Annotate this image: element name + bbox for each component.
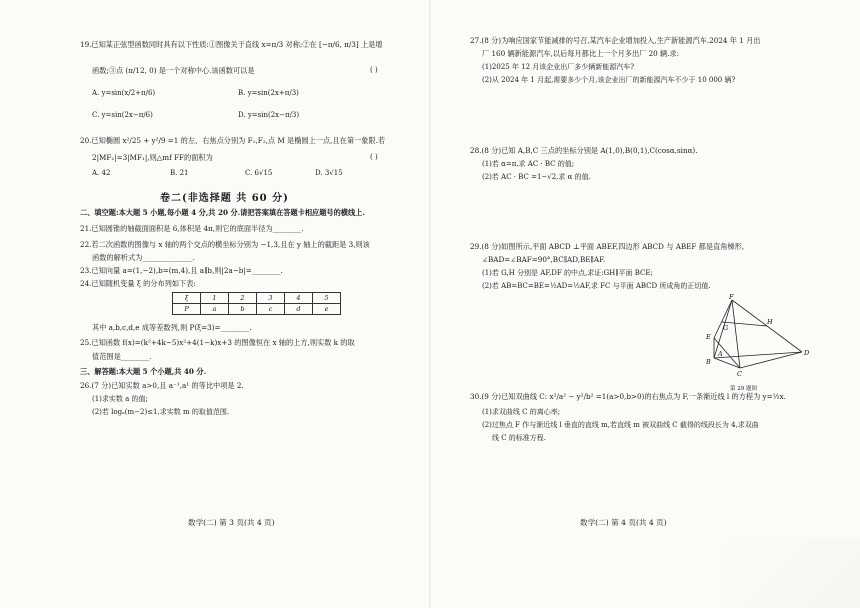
fig-label-g: G bbox=[723, 324, 729, 332]
table-cell: 3 bbox=[257, 293, 285, 304]
table-cell: b bbox=[229, 304, 257, 315]
q29-geometry-figure bbox=[692, 294, 822, 384]
q20-line2: 2|MF₂|=3|MF₁|,则△mf FF的面积为 bbox=[92, 153, 213, 162]
part2-title: 卷二(非选择题 共 60 分) bbox=[160, 193, 289, 204]
table-cell: 2 bbox=[229, 293, 257, 304]
q30-sub2: (2)过焦点 F 作与渐近线 l 垂直的直线 m,若直线 m 被双曲线 C 截得的线段长为 4,求双曲 bbox=[482, 421, 759, 429]
q30-sub3: 线 C 的标准方程. bbox=[492, 434, 547, 442]
q25-line1: 25.已知函数 f(x)=(k²+4k−5)x²+4(1−k)x+3 的图像恒在 x 轴的上方,则实数 k 的取 bbox=[80, 338, 355, 347]
table-cell: 1 bbox=[201, 293, 229, 304]
table-cell: P bbox=[173, 304, 201, 315]
q21-text: 21.已知圆锥的轴截面面积是 6,体积是 4π,则它的底面半径为________. bbox=[80, 224, 304, 233]
q22-line1: 22.若二次函数的图像与 x 轴的两个交点的横坐标分别为 −1,3,且在 y 轴上的截距是 3,则该 bbox=[80, 240, 370, 249]
fig-label-c: C bbox=[737, 370, 742, 378]
q19-line2: 函数;③点 (π/12, 0) 是一个对称中心.该函数可以是 bbox=[92, 66, 255, 75]
q24-line2: 其中 a,b,c,d,e 成等差数列,则 P(ξ=3)=________. bbox=[92, 323, 252, 332]
table-row bbox=[173, 304, 341, 315]
fig-label-f: F bbox=[729, 294, 734, 301]
q20-option-c: C. 6√15 bbox=[245, 169, 273, 177]
q20-option-b: B. 21 bbox=[170, 169, 189, 177]
q23-text: 23.已知向量 a=(1,−2),b=(m,4),且 a∥b,则|2a−b|=________. bbox=[80, 266, 283, 275]
q27-sub2: (2)从 2024 年 1 月起,需要多少个月,该企业出厂的新能源汽车不少于 10 000 辆? bbox=[482, 76, 736, 84]
q27-line2: 厂 160 辆新能源汽车,以后每月都比上一个月多出厂 20 辆.求: bbox=[482, 49, 680, 58]
table-cell: 4 bbox=[285, 293, 313, 304]
q29-line1: 29.(8 分)如图所示,平面 ABCD ⊥平面 ABEF,四边形 ABCD 与 ABEF 都是直角梯形, bbox=[470, 242, 745, 251]
table-cell: a bbox=[201, 304, 229, 315]
q29-line2: ∠BAD=∠BAF=90°,BC∥AD,BE∥AF. bbox=[482, 255, 606, 264]
q19-option-b: B. y=sin(2x+π/3) bbox=[238, 89, 299, 97]
q19-answer-paren: ( ) bbox=[370, 66, 378, 74]
q19-line1: 19.已知某正弦型函数同时具有以下性质:①图像关于直线 x=π/3 对称;②在 [−π/6, π/3] 上是增 bbox=[80, 40, 383, 49]
q26-line1: 26.(7 分)已知实数 a>0,且 a⁻¹,a¹ 的等比中项是 2. bbox=[80, 381, 244, 390]
table-row bbox=[173, 293, 341, 304]
table-cell: ξ bbox=[173, 293, 201, 304]
q20-option-d: D. 3√15 bbox=[315, 169, 343, 177]
q22-line2: 函数的解析式为______________. bbox=[92, 253, 195, 262]
fill-blank-header: 二、填空题:本大题 5 小题,每小题 4 分,共 20 分.请把答案填在答题卡相应题号的横线上. bbox=[80, 208, 365, 217]
q26-sub2: (2)若 logₐ(m−2)≤1,求实数 m 的取值范围. bbox=[92, 408, 230, 416]
table-cell: 5 bbox=[313, 293, 341, 304]
q20-option-a: A. 42 bbox=[92, 169, 111, 177]
table-cell: e bbox=[313, 304, 341, 315]
distribution-table bbox=[172, 292, 341, 315]
q20-answer-paren: ( ) bbox=[370, 153, 378, 161]
page-footer-left: 数学(二) 第 3 页(共 4 页) bbox=[188, 518, 275, 527]
page-footer-right: 数学(二) 第 4 页(共 4 页) bbox=[580, 518, 667, 527]
fig-label-b: B bbox=[706, 358, 711, 366]
q29-sub1: (1)若 G,H 分别是 AF,DF 的中点,求证:GH∥平面 BCE; bbox=[482, 269, 653, 277]
q28-sub1: (1)若 α=π,求 AC · BC 的值; bbox=[482, 160, 575, 168]
q28-line1: 28.(8 分)已知 A,B,C 三点的坐标分别是 A(1,0),B(0,1),C(cosα,sinα). bbox=[470, 146, 698, 155]
table-cell: c bbox=[257, 304, 285, 315]
fig-label-h: H bbox=[767, 318, 773, 326]
q29-figure-caption: 第 29 题图 bbox=[730, 386, 757, 392]
q30-sub1: (1)求双曲线 C 的离心率; bbox=[482, 408, 561, 416]
fig-label-e: E bbox=[706, 333, 711, 341]
q19-option-d: D. y=sin(2x−π/3) bbox=[238, 111, 300, 119]
q25-line2: 值范围是________. bbox=[92, 352, 152, 361]
q27-sub1: (1)2025 年 12 月该企业出厂多少辆新能源汽车? bbox=[482, 63, 635, 71]
q19-option-a: A. y=sin(x/2+π/6) bbox=[92, 89, 156, 97]
q20-line1: 20.已知椭圆 x²/25 + y²/9 =1 的左、右焦点分别为 F₁,F₂,点 M 是椭圆上一点,且在第一象限.若 bbox=[80, 136, 386, 145]
right-page bbox=[430, 0, 860, 608]
q28-sub2: (2)若 AC · BC =1−√2,求 α 的值. bbox=[482, 173, 591, 181]
q26-sub1: (1)求实数 a 的值; bbox=[92, 395, 148, 403]
q24-line1: 24.已知随机变量 ξ 的分布列如下表: bbox=[80, 279, 196, 288]
scan-shadow bbox=[720, 538, 860, 608]
q29-sub2: (2)若 AB=BC=BE=½AD=½AF,求 FC 与平面 ABCD 所成角的正切值. bbox=[482, 282, 711, 290]
q30-line1: 30.(9 分)已知双曲线 C: x²/a² − y²/b² =1(a>0,b>0)的右焦点为 F,一条渐近线 l 的方程为 y=½x. bbox=[470, 392, 786, 401]
fig-label-a: A bbox=[718, 350, 723, 358]
solution-header: 三、解答题:本大题 5 个小题,共 40 分. bbox=[80, 367, 207, 376]
fig-label-d: D bbox=[804, 349, 810, 357]
table-cell: d bbox=[285, 304, 313, 315]
q27-line1: 27.(8 分)为响应国家节能减排的号召,某汽车企业增加投入,生产新能源汽车.2024 年 1 月出 bbox=[470, 36, 761, 45]
q19-option-c: C. y=sin(2x−π/6) bbox=[92, 111, 153, 119]
